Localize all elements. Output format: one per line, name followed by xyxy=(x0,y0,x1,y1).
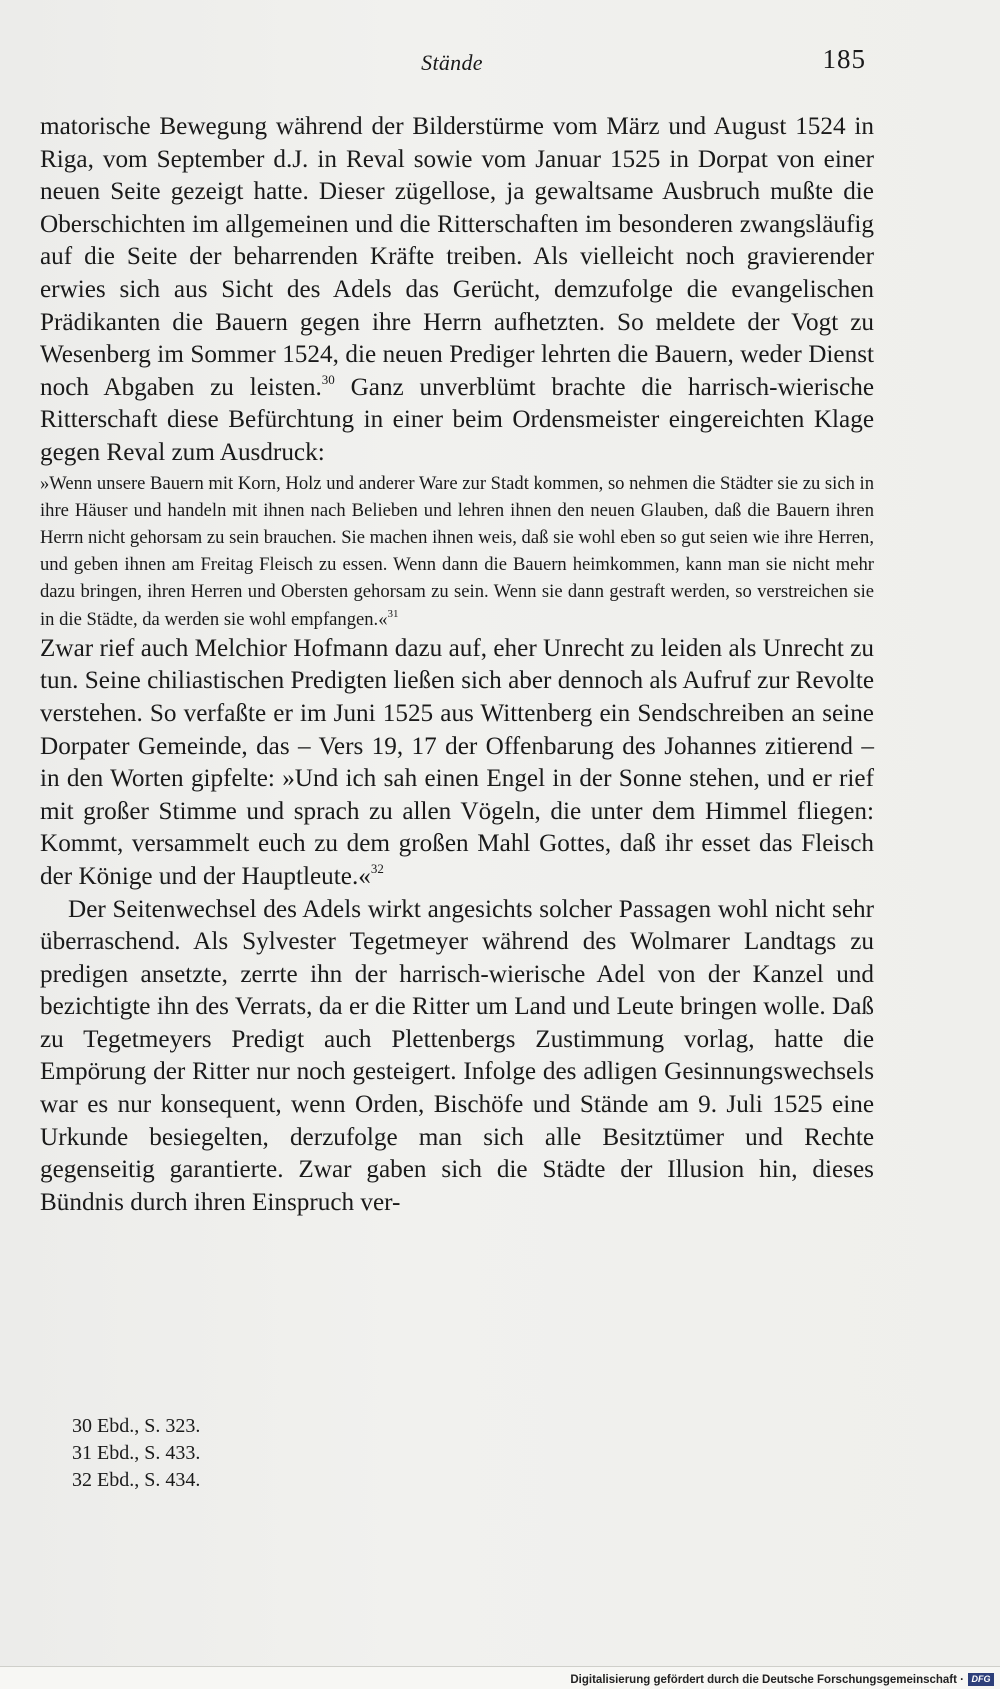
paragraph-3-text: Der Seitenwechsel des Adels wirkt angesichts solcher Passagen wohl nicht sehr überraschend. Als Sylvester Tegetmeyer während des Wolmarer Landtags zu predigen ansetzte, zerrte ihn der harrisch-wierische Adel von der Kanzel und bezichtigte ihn des Verrats, da er die Ritter um Land und Leute bringen wolle. Daß zu Tegetmeyers Predigt auch Plettenbergs Zustimmung vorlag, hatte die Empörung der Ritter nur noch gesteigert. Infolge des adligen Gesinnungswechsels war es nur konsequent, wenn Orden, Bischöfe und Stände am 9. Juli 1525 eine Urkunde besiegelten, derzufolge man sich alle Besitztümer und Rechte gegenseitig garantierte. Zwar gaben sich die Städte der Illusion hin, dieses Bündnis durch ihren Einspruch ver- xyxy=(40,895,874,1216)
footnote-32: 32 Ebd., S. 434. xyxy=(72,1469,201,1491)
digitization-footer xyxy=(0,1666,1000,1689)
paragraph-2-text: Zwar rief auch Melchior Hofmann dazu auf, eher Unrecht zu leiden als Unrecht zu tun. Seine chiliastischen Predigten ließen sich aber dennoch als Aufruf zur Revolte verstehen. So verfaßte er im Juni 1525 aus Wittenberg ein Sendschreiben an seine Dorpater Gemeinde, das – Vers 19, 17 der Offenbarung des Johannes zitierend – in den Worten gipfelte: »Und ich sah einen Engel in der Sonne stehen, und er rief mit großer Stimme und sprach zu allen Vögeln, die unter dem Himmel fliegen: Kommt, versammelt euch zu dem großen Mahl Gottes, daß ihr esset das Fleisch der Könige und der Hauptleute.« xyxy=(40,634,874,890)
footer-credit: Digitalisierung gefördert durch die Deutsche Forschungsgemeinschaft · xyxy=(570,1674,964,1686)
paragraph-1-text-cont: Ganz unverblümt brachte die harrisch-wierische Ritterschaft diese Befürchtung in einer beim Ordensmeister eingereichten Klage gegen Reval zum Ausdruck: xyxy=(40,373,875,466)
footnote-30: 30 Ebd., S. 323. xyxy=(72,1415,201,1437)
block-quote-text: »Wenn unsere Bauern mit Korn, Holz und anderer Ware zur Stadt kommen, so nehmen die Städter sie zu sich in ihre Häuser und handeln mit ihnen nach Belieben und lehren ihnen den neuen Glauben, daß die Bauern ihren Herrn nicht gehorsam zu sein brauchen. Sie machen ihnen weis, daß sie wohl eben so gut seien wie ihre Herren, und geben ihnen am Freitag Fleisch zu essen. Wenn dann die Bauern heimkommen, kann man sie nicht mehr dazu bringen, ihren Herren und Obersten gehorsam zu sein. Wenn sie dann gestraft werden, so verstreichen sie in die Städte, da werden sie wohl empfangen.« xyxy=(40,472,874,630)
footnote-ref-31[interactable]: 31 xyxy=(387,607,399,620)
dfg-logo-icon: DFG xyxy=(968,1673,994,1686)
paragraph-1-text: matorische Bewegung während der Bilderstürme vom März und August 1524 in Riga, vom September d.J. in Reval sowie vom Januar 1525 in Dorpat von einer neuen Seite gezeigt hatte. Dieser zügellose, ja gewaltsame Ausbruch mußte die Oberschichten im allgemeinen und die Ritterschaften im besonderen zwangsläufig auf die Seite der beharrenden Kräfte treiben. Als vielleicht noch gravierender erwies sich aus Sicht des Adels das Gerücht, demzufolge die evangelischen Prädikanten die Bauern gegen ihre Herrn aufhetzten. So meldete der Vogt zu Wesenberg im Sommer 1524, die neuen Prediger lehrten die Bauern, weder Dienst noch Abgaben zu leisten. xyxy=(40,113,874,401)
footnote-31: 31 Ebd., S. 433. xyxy=(72,1442,201,1464)
paragraph-3 xyxy=(40,894,874,1220)
block-quote xyxy=(40,470,874,633)
footnotes xyxy=(72,1413,572,1494)
paragraph-1 xyxy=(40,111,874,470)
footnote-ref-30[interactable]: 30 xyxy=(321,371,335,387)
running-title: Stände xyxy=(421,50,483,75)
paragraph-2 xyxy=(40,633,874,894)
page-number: 185 xyxy=(822,44,866,74)
footnote-ref-32[interactable]: 32 xyxy=(370,860,384,876)
main-text xyxy=(40,111,874,1219)
running-head xyxy=(38,44,866,84)
